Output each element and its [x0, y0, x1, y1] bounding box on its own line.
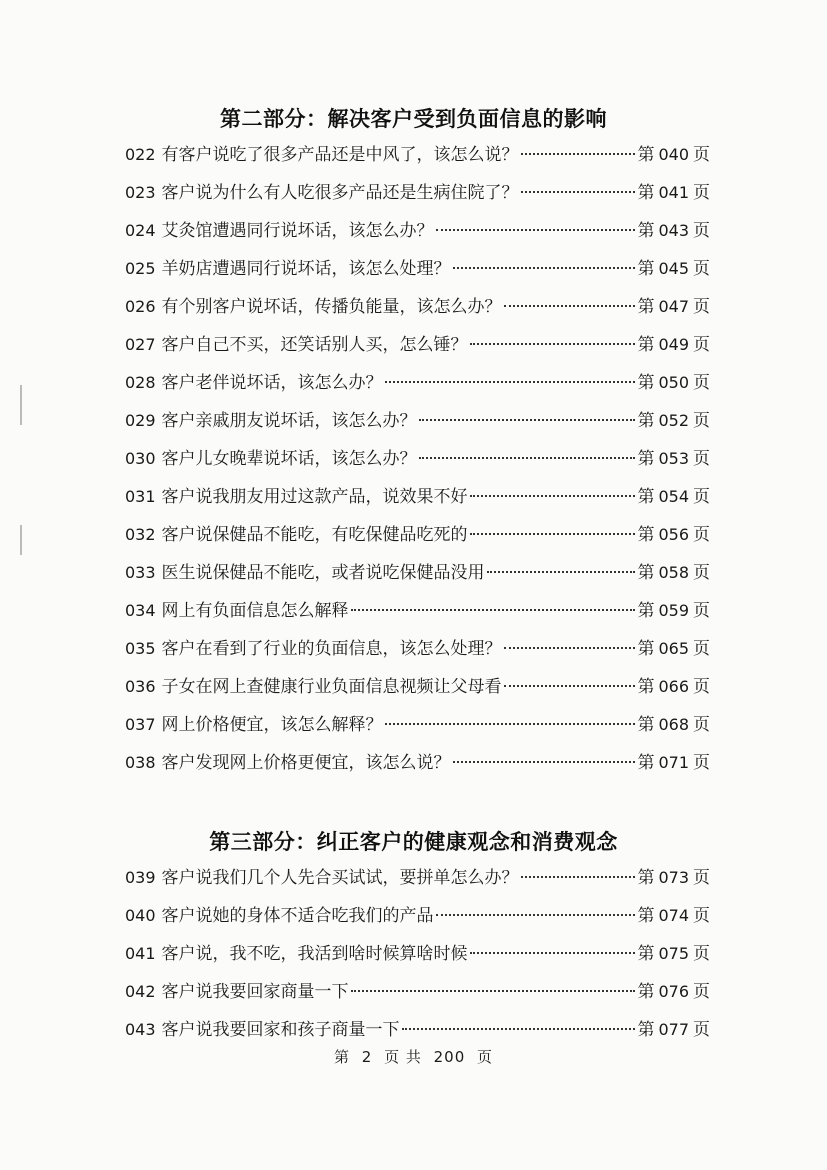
entry-number: 024 [125, 221, 156, 240]
entry-page-ref [637, 672, 710, 697]
entry-title: 客户说我朋友用过这款产品，说效果不好 [161, 487, 468, 507]
dot-leader [453, 267, 636, 269]
entry-number: 039 [125, 868, 156, 887]
page-suffix: 页 [693, 906, 710, 926]
page-suffix: 页 [693, 487, 710, 507]
toc-entry [125, 292, 710, 330]
entry-page-ref [637, 330, 710, 355]
page-suffix: 页 [693, 563, 710, 583]
dot-leader [419, 419, 636, 421]
entry-title: 客户自己不买，还笑话别人买，怎么锤？ [161, 335, 468, 355]
page-prefix: 第 [637, 1020, 655, 1040]
entry-number: 033 [125, 563, 156, 582]
dot-leader [504, 685, 636, 687]
page-prefix: 第 [637, 944, 655, 964]
page-suffix: 页 [693, 183, 710, 203]
footer-suffix: 页 [477, 1048, 494, 1066]
page-number: 075 [658, 944, 689, 963]
page-number: 054 [658, 487, 689, 506]
entry-number: 038 [125, 753, 156, 772]
entry-title: 羊奶店遭遇同行说坏话，该怎么处理？ [161, 259, 451, 279]
page-suffix: 页 [693, 145, 710, 165]
entry-title: 艾灸馆遭遇同行说坏话，该怎么办？ [161, 221, 434, 241]
toc-entry [125, 444, 710, 482]
entry-page-ref [637, 178, 710, 203]
page-prefix: 第 [637, 183, 655, 203]
entry-title: 客户老伴说坏话，该怎么办？ [161, 373, 383, 393]
toc-entry [125, 939, 710, 977]
toc-list [125, 140, 710, 786]
page-suffix: 页 [693, 753, 710, 773]
section-title: 第三部分：纠正客户的健康观念和消费观念 [209, 830, 618, 854]
page-number: 056 [658, 525, 689, 544]
scan-artifact [20, 525, 22, 555]
current-page-number: 2 [361, 1048, 373, 1066]
entry-page-ref [637, 901, 710, 926]
page-suffix: 页 [693, 525, 710, 545]
entry-number: 042 [125, 982, 156, 1001]
toc-entry [125, 330, 710, 368]
entry-number: 030 [125, 449, 156, 468]
page-number: 050 [658, 373, 689, 392]
page-prefix: 第 [637, 449, 655, 469]
dot-leader [419, 457, 636, 459]
page-prefix: 第 [637, 563, 655, 583]
toc-entry [125, 710, 710, 748]
entry-page-ref [637, 520, 710, 545]
page-suffix: 页 [693, 411, 710, 431]
entry-title: 客户儿女晚辈说坏话，该怎么办？ [161, 449, 417, 469]
dot-leader [385, 723, 636, 725]
page-number: 040 [658, 145, 689, 164]
page-prefix: 第 [637, 335, 655, 355]
dot-leader [470, 952, 636, 954]
entry-title: 客户说我们几个人先合买试试，要拼单怎么办？ [161, 868, 519, 888]
entry-page-ref [637, 292, 710, 317]
toc-entry [125, 406, 710, 444]
dot-leader [487, 571, 636, 573]
page-number: 059 [658, 601, 689, 620]
entry-title: 网上有负面信息怎么解释 [161, 601, 349, 621]
total-pages-number: 200 [433, 1048, 466, 1066]
scan-artifact [20, 385, 22, 425]
toc-entry [125, 634, 710, 672]
entry-number: 037 [125, 715, 156, 734]
page-suffix: 页 [693, 639, 710, 659]
page-number: 076 [658, 982, 689, 1001]
page-prefix: 第 [637, 868, 655, 888]
page-number: 077 [658, 1020, 689, 1039]
page-suffix: 页 [693, 221, 710, 241]
entry-number: 031 [125, 487, 156, 506]
page-prefix: 第 [637, 373, 655, 393]
toc-entry [125, 558, 710, 596]
page-number: 047 [658, 297, 689, 316]
dot-leader [351, 990, 636, 992]
page-prefix: 第 [637, 982, 655, 1002]
entry-number: 034 [125, 601, 156, 620]
entry-page-ref [637, 1015, 710, 1040]
entry-number: 025 [125, 259, 156, 278]
page-suffix: 页 [693, 373, 710, 393]
dot-leader [521, 876, 636, 878]
page-prefix: 第 [637, 145, 655, 165]
dot-leader [453, 761, 636, 763]
dot-leader [521, 191, 636, 193]
entry-title: 客户说我要回家和孩子商量一下 [161, 1020, 400, 1040]
entry-number: 040 [125, 906, 156, 925]
page-prefix: 第 [637, 259, 655, 279]
page-prefix: 第 [637, 411, 655, 431]
page-number: 066 [658, 677, 689, 696]
dot-leader [385, 381, 636, 383]
page-number: 049 [658, 335, 689, 354]
entry-page-ref [637, 216, 710, 241]
page-number: 065 [658, 639, 689, 658]
page-suffix: 页 [693, 259, 710, 279]
entry-title: 医生说保健品不能吃，或者说吃保健品没用 [161, 563, 485, 583]
page-prefix: 第 [637, 906, 655, 926]
page-suffix: 页 [693, 944, 710, 964]
page-prefix: 第 [637, 601, 655, 621]
footer-middle: 页 共 [384, 1048, 422, 1066]
entry-page-ref [637, 596, 710, 621]
entry-number: 023 [125, 183, 156, 202]
entry-title: 客户发现网上价格更便宜，该怎么说？ [161, 753, 451, 773]
page-suffix: 页 [693, 449, 710, 469]
entry-title: 客户说，我不吃，我活到啥时候算啥时候 [161, 944, 468, 964]
dot-leader [351, 609, 636, 611]
toc-entry [125, 368, 710, 406]
entry-number: 041 [125, 944, 156, 963]
entry-page-ref [637, 977, 710, 1002]
entry-number: 035 [125, 639, 156, 658]
entry-title: 客户说为什么有人吃很多产品还是生病住院了？ [161, 183, 519, 203]
page-suffix: 页 [693, 297, 710, 317]
entry-page-ref [637, 254, 710, 279]
entry-page-ref [637, 482, 710, 507]
page-prefix: 第 [637, 297, 655, 317]
dot-leader [436, 229, 636, 231]
dot-leader [470, 495, 636, 497]
toc-entry [125, 254, 710, 292]
page-prefix: 第 [637, 525, 655, 545]
page-prefix: 第 [637, 715, 655, 735]
page-suffix: 页 [693, 335, 710, 355]
page-number: 053 [658, 449, 689, 468]
entry-title: 有个别客户说坏话，传播负能量，该怎么办？ [161, 297, 502, 317]
entry-title: 客户说我要回家商量一下 [161, 982, 349, 1002]
toc-entry [125, 178, 710, 216]
dot-leader [470, 343, 636, 345]
toc-list [125, 863, 710, 1053]
page-number: 058 [658, 563, 689, 582]
entry-number: 028 [125, 373, 156, 392]
entry-title: 客户在看到了行业的负面信息，该怎么处理？ [161, 639, 502, 659]
entry-number: 032 [125, 525, 156, 544]
toc-entry [125, 482, 710, 520]
toc-entry [125, 520, 710, 558]
toc-entry [125, 140, 710, 178]
toc-entry [125, 672, 710, 710]
toc-entry [125, 977, 710, 1015]
entry-page-ref [637, 748, 710, 773]
page-number: 068 [658, 715, 689, 734]
page-suffix: 页 [693, 1020, 710, 1040]
page-number: 041 [658, 183, 689, 202]
page-suffix: 页 [693, 715, 710, 735]
page-number: 073 [658, 868, 689, 887]
page-suffix: 页 [693, 982, 710, 1002]
page-prefix: 第 [637, 487, 655, 507]
toc-entry [125, 216, 710, 254]
entry-number: 043 [125, 1020, 156, 1039]
footer-prefix: 第 [333, 1048, 350, 1066]
entry-title: 客户说保健品不能吃，有吃保健品吃死的 [161, 525, 468, 545]
page-prefix: 第 [637, 639, 655, 659]
page-suffix: 页 [693, 677, 710, 697]
page-number: 045 [658, 259, 689, 278]
dot-leader [504, 647, 636, 649]
entry-page-ref [637, 634, 710, 659]
entry-title: 网上价格便宜，该怎么解释？ [161, 715, 383, 735]
dot-leader [436, 914, 636, 916]
entry-number: 027 [125, 335, 156, 354]
entry-number: 036 [125, 677, 156, 696]
page-number: 052 [658, 411, 689, 430]
dot-leader [402, 1028, 636, 1030]
toc-entry [125, 863, 710, 901]
page-prefix: 第 [637, 753, 655, 773]
page-prefix: 第 [637, 677, 655, 697]
page-number: 071 [658, 753, 689, 772]
entry-page-ref [637, 406, 710, 431]
entry-title: 有客户说吃了很多产品还是中风了，该怎么说？ [161, 145, 519, 165]
dot-leader [470, 533, 636, 535]
entry-page-ref [637, 939, 710, 964]
page-number: 043 [658, 221, 689, 240]
section-title: 第二部分：解决客户受到负面信息的影响 [220, 107, 607, 131]
entry-page-ref [637, 444, 710, 469]
page-suffix: 页 [693, 601, 710, 621]
entry-title: 客户亲戚朋友说坏话，该怎么办？ [161, 411, 417, 431]
entry-page-ref [637, 863, 710, 888]
dot-leader [504, 305, 636, 307]
page-number: 074 [658, 906, 689, 925]
toc-entry [125, 901, 710, 939]
page-suffix: 页 [693, 868, 710, 888]
entry-page-ref [637, 140, 710, 165]
entry-number: 029 [125, 411, 156, 430]
page-footer [0, 1046, 827, 1067]
entry-title: 客户说她的身体不适合吃我们的产品 [161, 906, 434, 926]
dot-leader [521, 153, 636, 155]
page-prefix: 第 [637, 221, 655, 241]
entry-number: 026 [125, 297, 156, 316]
toc-entry [125, 748, 710, 786]
entry-page-ref [637, 710, 710, 735]
entry-number: 022 [125, 145, 156, 164]
entry-page-ref [637, 558, 710, 583]
entry-title: 子女在网上查健康行业负面信息视频让父母看 [161, 677, 502, 697]
entry-page-ref [637, 368, 710, 393]
toc-entry [125, 596, 710, 634]
